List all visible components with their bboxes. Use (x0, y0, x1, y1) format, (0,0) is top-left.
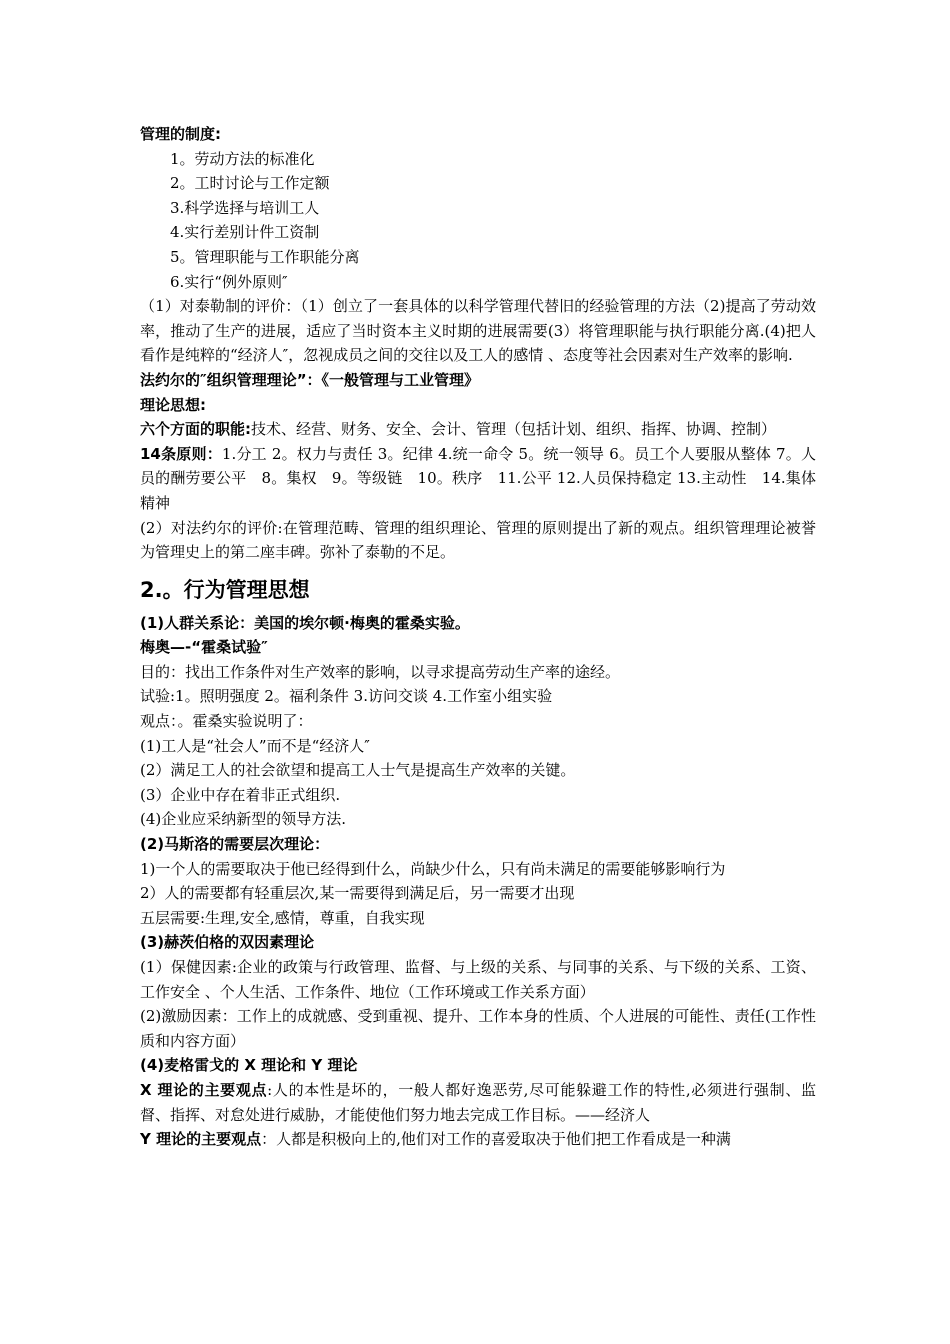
maslow-point-1: 1)一个人的需要取决于他已经得到什么，尚缺少什么，只有尚未满足的需要能够影响行为 (140, 859, 726, 878)
list-item: (3）企业中存在着非正式组织. (140, 785, 341, 804)
motivation-factors: (2)激励因素：工作上的成就感、受到重视、提升、工作本身的性质、个人进展的可能性、责任(工作性质和内容方面） (140, 1007, 816, 1050)
theory-label: 理论思想: (140, 395, 206, 414)
fourteen-principles-label: 14条原则： (140, 444, 222, 463)
herzberg-title: (3)赫茨伯格的双因素理论 (140, 933, 315, 952)
maslow-point-2: 2）人的需要都有轻重层次,某一需要得到满足后，另一需要才出现 (140, 884, 575, 903)
theory-x-text: :人的本性是坏的，一般人都好逸恶劳,尽可能躲避工作的特性,必须进行强制、监督、指挥、对怠处进行威胁，才能使他们努力地去完成工作目标。——经济人 (140, 1080, 816, 1124)
viewpoint-text: 观点：。霍桑实验说明了： (140, 712, 313, 731)
human-relations-title: (1)人群关系论：美国的埃尔顿·梅奥的霍桑实验。 (140, 613, 470, 632)
fayol-title: 法约尔的″组织管理理论”：《一般管理与工业管理》 (140, 370, 480, 389)
list-item: 2。工时讨论与工作定额 (170, 174, 330, 193)
theory-x-label: X 理论的主要观点 (140, 1080, 268, 1099)
list-item: (4)企业应采纳新型的领导方法. (140, 810, 347, 829)
theory-y (140, 1127, 816, 1152)
theory-y-label: Y 理论的主要观点 (140, 1130, 262, 1149)
six-functions (140, 417, 816, 442)
document-page (140, 122, 816, 1152)
trials-text: 试验:1。照明强度 2。福利条件 3.访问交谈 4.工作室小组实验 (140, 687, 553, 706)
theory-x (140, 1078, 816, 1127)
maslow-title: (2)马斯洛的需要层次理论： (140, 835, 330, 854)
list-item: 4.实行差别计件工资制 (170, 223, 320, 242)
six-functions-label: 六个方面的职能: (140, 420, 251, 439)
hygiene-factors: (1）保健因素:企业的政策与行政管理、监督、与上级的关系、与同事的关系、与下级的关系、工资、工作安全 、个人生活、工作条件、地位（工作环境或工作关系方面） (140, 958, 816, 1001)
purpose-text: 目的：找出工作条件对生产效率的影响，以寻求提高劳动生产率的途经。 (140, 662, 621, 681)
list-item: 5。管理职能与工作职能分离 (170, 247, 360, 266)
list-item: (1)工人是“社会人”而不是“经济人″ (140, 736, 370, 755)
list-item: 6.实行“例外原则″ (170, 272, 288, 291)
theory-y-text: ：人都是积极向上的,他们对工作的喜爱取决于他们把工作看成是一种满 (261, 1130, 731, 1149)
management-system-heading: 管理的制度: (140, 125, 221, 143)
maslow-five-needs: 五层需要:生理,安全,感情，尊重，自我实现 (140, 908, 425, 927)
list-item: (2）满足工人的社会欲望和提高工人士气是提高生产效率的关键。 (140, 761, 576, 780)
fourteen-principles (140, 442, 816, 516)
mcgregor-title: (4)麦格雷戈的 X 理论和 Y 理论 (140, 1056, 358, 1075)
section-heading: 2.。行为管理思想 (140, 577, 310, 602)
taylor-evaluation: （1）对泰勒制的评价：（1）创立了一套具体的以科学管理代替旧的经验管理的方法（2)提高了劳动效率，推动了生产的进展，适应了当时资本主义时期的进展需要(3）将管理职能与执行职能分离.(4)把人看作是纯粹的“经济人″，忽视成员之间的交往以及工人的感情 、态度等社会因素对生产效率的影响. (140, 297, 816, 365)
fourteen-principles-text: 1.分工 2。权力与责任 3。纪律 4.统一命令 5。统一领导 6。员工个人要服从整体 7。人员的酬劳要公平 8。集权 9。等级链 10。秩序 11.公平 12.人员保持稳定 13.主动性 14.集体精神 (140, 444, 817, 512)
six-functions-text: 技术、经营、财务、安全、会计、管理（包括计划、组织、指挥、协调、控制） (251, 420, 777, 439)
list-item: 3.科学选择与培训工人 (170, 198, 320, 217)
mayo-title: 梅奥—-“霍桑试验″ (140, 638, 268, 657)
fayol-evaluation: (2）对法约尔的评价:在管理范畴、管理的组织理论、管理的原则提出了新的观点。组织管理理论被誉为管理史上的第二座丰碑。弥补了泰勒的不足。 (140, 518, 816, 562)
list-item: 1。劳动方法的标准化 (170, 149, 315, 168)
